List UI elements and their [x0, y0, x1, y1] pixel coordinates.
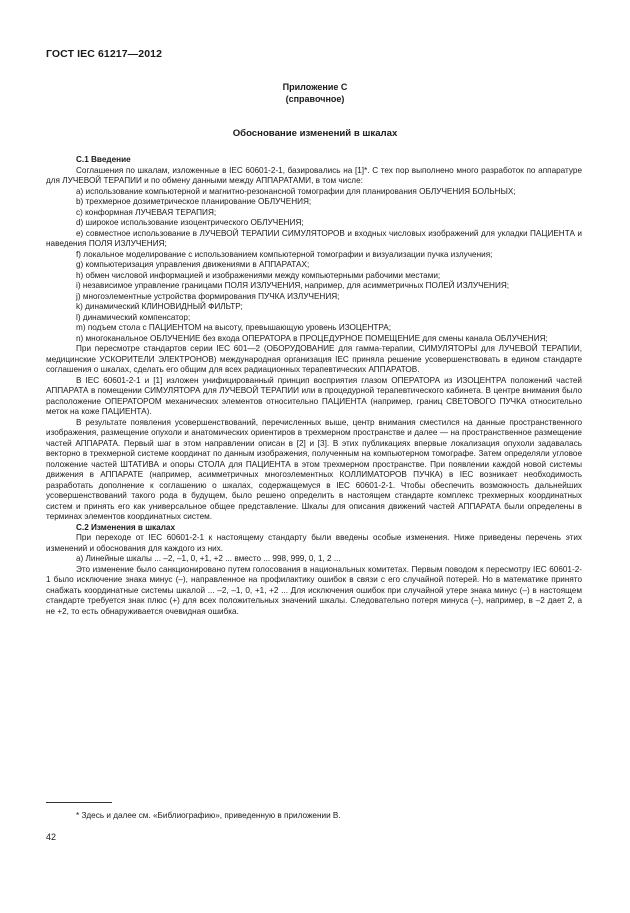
paragraph: Это изменение было санкционировано путем голосования в национальных комитетах. Первым поводом к пересмотру IEC 60601-2-1 было исключение знака минус (–), направленное на профилактику ошибок в связи с его случайной потерей. Но в математике принято снабжать координатные системы шкалой ... –2, –1, 0, +1, +2 ... Для исключения ошибок при случайной утере знака минус (–) в настоящем стандарте требуется знак плюс (+) для всех положительных значений шкалы. Следовательно потеря минуса (–), например, в –2 дает 2, а не +2, то есть обнаруживается очевидная ошибка.: [46, 564, 582, 616]
list-item: c) конформная ЛУЧЕВАЯ ТЕРАПИЯ;: [76, 207, 217, 217]
list-item: k) динамический КЛИНОВИДНЫЙ ФИЛЬТР;: [76, 302, 243, 311]
paragraph: В результате появления усовершенствований, перечисленных выше, центр внимания сместился на данные пространственного изображения, размещение опухоли и анатомических ориентиров в трехмерном пространстве и далее — на пространственное размещение частей АППАРАТА. Первый шаг в этом направлении описан в [2] и [3]. В этих публикациях впервые локализация опухоли задавалась векторно в трехмерной системе координат по данным изображения, полученным на компьютерном томографе. Затем определяли угловое положение частей ШТАТИВА и опоры СТОЛА для ПАЦИЕНТА в этом трехмерном пространстве. При появлении каждой новой системы движения в АППАРАТЕ (например, асимметричных многоэлементных КОЛЛИМАТОРОВ ПУЧКА) в IEC возникает необходимость разработать дополнение к соглашению о шкалах, содержащемуся в IEC 60601-2-1. Чтобы обеспечить возможность дальнейших усовершенствований такого рода в будущем, было решено определить в настоящем стандарте комплекс трехмерных координатных систем и принять его как универсальное общее представление. Шкалы для описания движений частей АППАРАТА были определены в терминах элементов координатных систем.: [46, 417, 582, 521]
list-item: l) динамический компенсатор;: [76, 312, 191, 322]
list-item: n) многоканальное ОБЛУЧЕНИЕ без входа ОПЕРАТОРА в ПРОЦЕДУРНОЕ ПОМЕЩЕНИЕ для смены канала ОБЛУЧЕНИЯ;: [76, 333, 548, 343]
annex-title: Приложение С: [282, 82, 348, 92]
list-item: f) локальное моделирование с использованием компьютерной томографии и визуализации пучка излучения;: [76, 249, 493, 259]
list-item: m) подъем стола с ПАЦИЕНТОМ на высоту, превышающую уровень ИЗОЦЕНТРА;: [76, 323, 392, 332]
section-heading: С.2 Изменения в шкалах: [76, 522, 175, 532]
footnote-divider: [46, 802, 112, 803]
paragraph: В IEC 60601-2-1 и [1] изложен унифицированный принцип восприятия глазом ОПЕРАТОРА из ИЗОЦЕНТРА положений частей АППАРАТА в помещении СИМУЛЯТОРА для ЛУЧЕВОЙ ТЕРАПИИ или в процедурной терапевтического кабинета. В центре внимания было расположение ОПЕРАТОРОМ механических элементов относительно ПАЦИЕНТА (например, границ СВЕТОВОГО ПУЧКА относительно меток на коже ПАЦИЕНТА).: [46, 375, 582, 416]
footnote: * Здесь и далее см. «Библиографию», приведенную в приложении В.: [76, 811, 341, 820]
document-code: ГОСТ IEC 61217—2012: [46, 48, 163, 60]
list-item: e) совместное использование в ЛУЧЕВОЙ ТЕРАПИИ СИМУЛЯТОРОВ и входных числовых изображений для укладки ПАЦИЕНТА и наведения ПОЛЯ ИЗЛУЧЕНИЯ;: [46, 228, 582, 248]
list-item: a) использование компьютерной и магнитно-резонансной томографии для планирования ОБЛУЧЕНИЯ БОЛЬНЫХ;: [76, 186, 516, 196]
section-title: Обоснование изменений в шкалах: [232, 128, 398, 139]
section-heading: С.1 Введение: [76, 155, 131, 164]
paragraph: Соглашения по шкалам, изложенные в IEC 60601-2-1, базировались на [1]*. С тех пор выполнено много разработок по аппаратуре для ЛУЧЕВОЙ ТЕРАПИИ и по обмену данными между АППАРАТАМИ, в том числе:: [46, 165, 582, 185]
document-body: [46, 155, 582, 617]
list-item: g) компьютеризация управления движениями в АППАРАТАХ;: [76, 260, 310, 269]
list-item: a) Линейные шкалы ... –2, –1, 0, +1, +2 ... вместо ... 998, 999, 0, 1, 2 ...: [76, 554, 341, 563]
list-item: d) широкое использование изоцентрического ОБЛУЧЕНИЯ;: [76, 218, 304, 227]
list-item: h) обмен числовой информацией и изображениями между компьютерными рабочими местами;: [76, 270, 441, 280]
list-item: b) трехмерное дозиметрическое планирование ОБЛУЧЕНИЯ;: [76, 197, 312, 206]
paragraph: При пересмотре стандартов серии IEC 601—2 (ОБОРУДОВАНИЕ для гамма-терапии, СИМУЛЯТОРЫ для ЛУЧЕВОЙ ТЕРАПИИ, медицинские УСКОРИТЕЛИ ЭЛЕКТРОНОВ) международная организация IEC приняла решение усовершенствовать в едином стандарте соглашения о шкалах, сделать его общим для всех радиационных терапевтических АППАРАТОВ.: [46, 344, 582, 374]
paragraph: При переходе от IEC 60601-2-1 к настоящему стандарту были введены особые изменения. Ниже приведены перечень этих изменений и обоснования для каждого из них.: [46, 533, 582, 553]
list-item: i) независимое управление границами ПОЛЯ ИЗЛУЧЕНИЯ, например, для асимметричных ПОЛЕЙ ИЗЛУЧЕНИЯ;: [76, 281, 510, 290]
list-item: j) многоэлементные устройства формирования ПУЧКА ИЗЛУЧЕНИЯ;: [76, 291, 340, 301]
page-number: 42: [46, 832, 57, 842]
annex-subtitle: (справочное): [285, 94, 345, 104]
